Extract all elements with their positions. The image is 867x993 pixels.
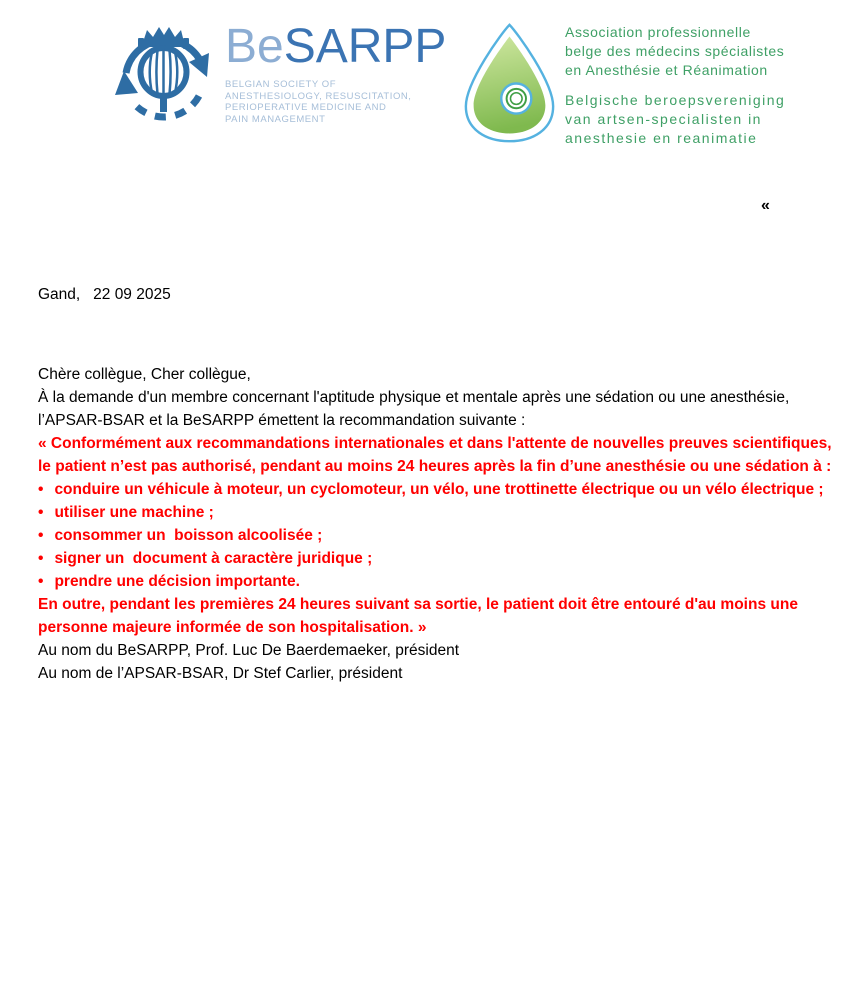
apsar-fr-line: Association professionnelle xyxy=(565,24,751,40)
besarpp-subtitle-line: PAIN MANAGEMENT xyxy=(225,113,326,125)
bullet-icon: • xyxy=(38,481,44,498)
bullet-icon: • xyxy=(38,550,44,567)
apsar-fr-line: en Anesthésie et Réanimation xyxy=(565,62,768,78)
bullet-item xyxy=(38,501,833,524)
besarpp-textblock xyxy=(225,20,447,125)
apsar-textblock xyxy=(565,23,785,148)
bullet-item xyxy=(38,547,833,570)
letterhead xyxy=(0,0,867,175)
bullet-text: signer un document à caractère juridique ; xyxy=(54,550,373,567)
apsar-name-french xyxy=(565,23,785,80)
recommendation-outro: En outre, pendant les premières 24 heures suivant sa sortie, le patient doit être entouré d'au moins une personne majeure informée de son hospitalisation. » xyxy=(38,596,803,636)
place-date: Gand, 22 09 2025 xyxy=(38,286,171,303)
apsar-nl-line: anesthesie en reanimatie xyxy=(565,130,758,146)
apsar-name-dutch xyxy=(565,91,785,148)
besarpp-wordmark-be: Be xyxy=(225,20,284,73)
besarpp-subtitle-line: ANESTHESIOLOGY, RESUSCITATION, xyxy=(225,90,412,102)
recommendation-intro: « Conformément aux recommandations internationales et dans l'attente de nouvelles preuves scientifiques, le patient n’est pas authorisé, pendant au moins 24 heures après la fin d’une anesthésie ou une sédation à : xyxy=(38,435,836,475)
besarpp-logo xyxy=(112,14,447,139)
bullet-item xyxy=(38,570,833,593)
greeting: Chère collègue, Cher collègue, xyxy=(38,366,251,383)
besarpp-subtitle-line: PERIOPERATIVE MEDICINE AND xyxy=(225,102,387,113)
bullet-item xyxy=(38,524,833,547)
apsar-fr-line: belge des médecins spécialistes xyxy=(565,43,785,59)
apsar-logo xyxy=(461,16,861,161)
poppy-circular-arrows-icon xyxy=(112,16,218,128)
besarpp-wordmark-sarpp: SARPP xyxy=(283,20,447,73)
signature-line-besarpp: Au nom du BeSARPP, Prof. Luc De Baerdemaeker, président xyxy=(38,642,460,659)
bullet-text: conduire un véhicule à moteur, un cyclomoteur, un vélo, une trottinette électrique ou un vélo électrique ; xyxy=(54,481,824,498)
bullet-icon: • xyxy=(38,527,44,544)
bullet-icon: • xyxy=(38,573,44,590)
letter-body xyxy=(38,363,836,685)
bullet-text: prendre une décision importante. xyxy=(54,573,300,590)
bullet-icon: • xyxy=(38,504,44,521)
besarpp-subtitle-line: BELGIAN SOCIETY OF xyxy=(225,79,337,90)
bullet-text: consommer un boisson alcoolisée ; xyxy=(54,527,323,544)
apsar-nl-line: Belgische beroepsvereniging xyxy=(565,92,786,108)
signature-line-apsar: Au nom de l’APSAR-BSAR, Dr Stef Carlier, président xyxy=(38,665,403,682)
stray-quote-mark: « xyxy=(761,197,770,214)
anesthesia-mask-icon xyxy=(461,20,558,148)
besarpp-wordmark xyxy=(225,20,447,73)
besarpp-subtitle xyxy=(225,79,446,125)
bullet-text: utiliser une machine ; xyxy=(54,504,214,521)
bullet-item xyxy=(38,478,833,501)
apsar-nl-line: van artsen-specialisten in xyxy=(565,111,762,127)
intro-paragraph: À la demande d'un membre concernant l'aptitude physique et mentale après une sédation ou une anesthésie, l’APSAR-BSAR et la BeSARPP émettent la recommandation suivante : xyxy=(38,389,794,429)
